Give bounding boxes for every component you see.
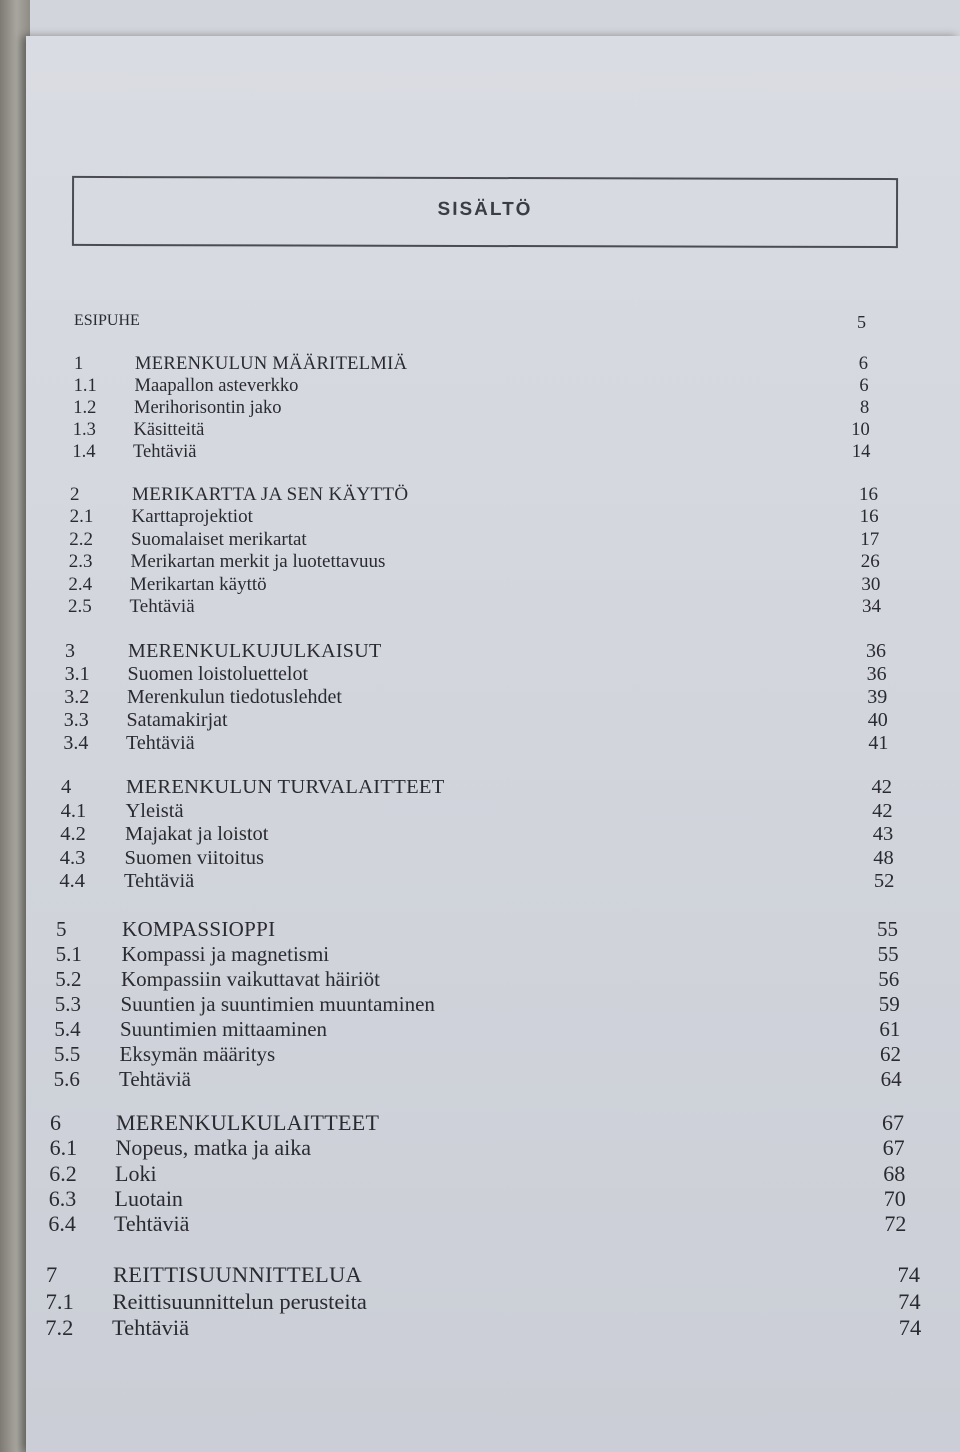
- section-title: Suomalaiset merikartat: [131, 528, 307, 550]
- chapter-number: 3: [65, 640, 75, 662]
- section-number: 6.4: [48, 1211, 76, 1237]
- chapter-page: 36: [866, 640, 886, 662]
- chapter-title: MERENKULKUJULKAISUT: [128, 640, 382, 662]
- section-page: 26: [860, 551, 880, 573]
- section-page: 10: [851, 420, 870, 440]
- chapter-title: MERENKULUN TURVALAITTEET: [126, 776, 445, 798]
- section-number: 6.1: [49, 1135, 78, 1161]
- section-title: Nopeus, matka ja aika: [115, 1135, 311, 1161]
- section-title: Loki: [115, 1160, 157, 1186]
- section-title: Tehtäviä: [124, 870, 195, 893]
- section-page: 52: [873, 870, 895, 893]
- section-page: 70: [883, 1185, 906, 1211]
- section-number: 7.2: [45, 1315, 74, 1340]
- section-page: 34: [862, 596, 881, 617]
- section-number: 5.2: [55, 967, 82, 991]
- section-page: 68: [883, 1160, 906, 1186]
- section-title: Tehtäviä: [126, 732, 195, 754]
- preface-page: 5: [857, 312, 866, 332]
- section-number: 4.4: [59, 870, 86, 893]
- section-number: 2.2: [69, 528, 93, 550]
- section-page: 56: [878, 967, 900, 991]
- chapter-number: 1: [74, 354, 84, 374]
- section-title: Tehtäviä: [112, 1315, 190, 1340]
- section-number: 6.3: [48, 1185, 77, 1211]
- section-title: Karttaprojektiot: [131, 506, 253, 528]
- section-number: 1.2: [73, 398, 97, 418]
- section-number: 2.3: [68, 551, 93, 573]
- section-number: 1.3: [72, 420, 96, 440]
- section-title: Eksymän määritys: [119, 1042, 276, 1066]
- chapter-title: MERENKULKULAITTEET: [116, 1110, 380, 1135]
- section-title: Yleistä: [125, 799, 184, 822]
- chapter-number: 6: [50, 1110, 61, 1135]
- section-page: 30: [861, 573, 881, 595]
- section-title: Merihorisontin jako: [134, 398, 282, 418]
- page-title: SISÄLTÖ: [437, 198, 533, 221]
- section-title: Tehtäviä: [114, 1211, 190, 1237]
- chapter-page: 67: [882, 1110, 904, 1135]
- section-page: 61: [879, 1017, 901, 1041]
- chapter-number: 5: [56, 917, 67, 941]
- section-title: Suuntien ja suuntimien muuntaminen: [120, 992, 435, 1016]
- section-page: 74: [898, 1288, 921, 1314]
- section-page: 67: [882, 1135, 905, 1161]
- section-title: Reittisuunnittelun perusteita: [112, 1288, 367, 1314]
- section-title: Suomen viitoitus: [124, 846, 265, 869]
- section-number: 3.1: [64, 663, 90, 685]
- section-number: 3.4: [63, 732, 89, 754]
- section-title: Luotain: [114, 1185, 183, 1211]
- section-number: 3.3: [63, 709, 89, 731]
- chapter-title: KOMPASSIOPPI: [122, 917, 276, 941]
- section-title: Tehtäviä: [119, 1067, 191, 1091]
- chapter-page: 55: [877, 917, 898, 941]
- section-number: 5.5: [54, 1042, 81, 1066]
- section-number: 5.6: [53, 1067, 80, 1091]
- section-page: 48: [873, 846, 894, 869]
- section-title: Merikartan käyttö: [130, 573, 267, 595]
- section-number: 4.3: [59, 846, 86, 869]
- section-title: Suomen loistoluettelot: [127, 663, 309, 685]
- section-page: 64: [880, 1067, 902, 1091]
- section-page: 14: [851, 442, 871, 462]
- section-page: 36: [866, 663, 887, 685]
- chapter-number: 4: [61, 776, 72, 798]
- section-title: Kompassi ja magnetismi: [121, 942, 330, 966]
- section-title: Satamakirjat: [126, 709, 228, 731]
- preface-label: ESIPUHE: [74, 312, 140, 329]
- section-page: 59: [878, 992, 900, 1016]
- section-number: 1.4: [72, 442, 96, 462]
- section-title: Majakat ja loistot: [125, 823, 269, 846]
- section-number: 4.1: [60, 799, 87, 822]
- section-title: Tehtäviä: [129, 596, 195, 617]
- section-number: 1.1: [73, 376, 97, 396]
- section-title: Suuntimien mittaaminen: [120, 1017, 328, 1041]
- section-title: Merenkulun tiedotuslehdet: [127, 686, 342, 708]
- section-page: 72: [884, 1211, 907, 1237]
- section-number: 4.2: [60, 823, 86, 846]
- section-page: 16: [859, 506, 879, 528]
- section-number: 7.1: [45, 1288, 74, 1314]
- section-number: 6.2: [49, 1160, 77, 1186]
- section-page: 6: [859, 376, 869, 396]
- chapter-page: 16: [859, 484, 878, 505]
- chapter-page: 42: [871, 776, 892, 798]
- section-page: 62: [880, 1042, 901, 1066]
- chapter-title: MERIKARTTA JA SEN KÄYTTÖ: [132, 484, 409, 505]
- section-number: 5.4: [54, 1017, 81, 1041]
- chapter-title: REITTISUUNNITTELUA: [113, 1262, 363, 1287]
- section-number: 3.2: [64, 686, 90, 708]
- section-number: 5.1: [55, 942, 82, 966]
- section-page: 8: [859, 398, 870, 418]
- chapter-title: MERENKULUN MÄÄRITELMIÄ: [135, 354, 408, 374]
- section-title: Käsitteitä: [133, 420, 205, 440]
- section-page: 40: [867, 709, 888, 731]
- section-page: 17: [860, 528, 880, 550]
- section-title: Kompassiin vaikuttavat häiriöt: [121, 967, 380, 991]
- section-number: 2.5: [68, 596, 92, 617]
- section-page: 41: [868, 732, 889, 754]
- section-page: 43: [872, 823, 894, 846]
- section-page: 42: [872, 799, 893, 822]
- section-page: 74: [898, 1315, 922, 1340]
- chapter-number: 7: [46, 1262, 58, 1287]
- section-number: 2.1: [69, 506, 94, 528]
- chapter-number: 2: [70, 484, 80, 505]
- chapter-page: 6: [858, 354, 868, 374]
- section-number: 2.4: [68, 573, 93, 595]
- section-page: 39: [867, 686, 888, 708]
- section-title: Maapallon asteverkko: [134, 376, 299, 396]
- section-page: 55: [877, 942, 899, 966]
- section-title: Tehtäviä: [133, 442, 197, 462]
- section-number: 5.3: [54, 992, 82, 1016]
- chapter-page: 74: [897, 1262, 920, 1287]
- section-title: Merikartan merkit ja luotettavuus: [130, 551, 386, 573]
